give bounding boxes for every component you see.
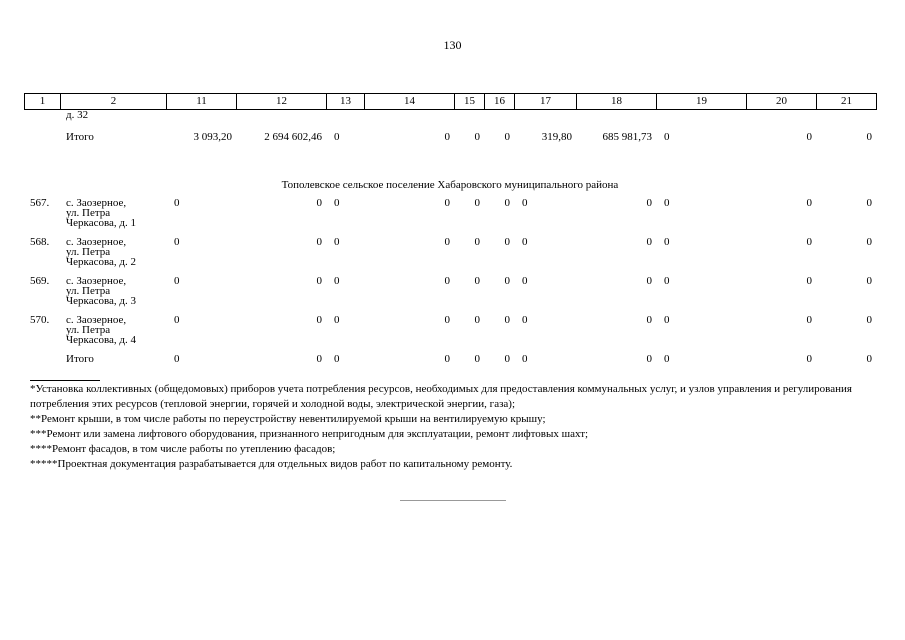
cell: 0 bbox=[504, 197, 510, 209]
column-header: 2 bbox=[61, 94, 167, 110]
column-header: 16 bbox=[485, 94, 515, 110]
page-number: 130 bbox=[443, 38, 462, 52]
cell: 0 bbox=[646, 275, 652, 287]
address-cell: с. Заозерное, ул. Петра Черкасова, д. 4 bbox=[66, 314, 137, 346]
row-number: 570. bbox=[30, 314, 50, 326]
cell: 0 bbox=[444, 314, 450, 326]
cell: 0 bbox=[334, 314, 340, 326]
cell: 0 bbox=[866, 275, 872, 287]
cell: 0 bbox=[504, 314, 510, 326]
cell: 0 bbox=[664, 275, 670, 287]
table-row bbox=[24, 315, 876, 354]
cell: 0 bbox=[174, 314, 180, 326]
column-header: 11 bbox=[167, 94, 237, 110]
cell: 0 bbox=[646, 314, 652, 326]
cell: 2 694 602,46 bbox=[264, 131, 322, 143]
total-label: Итого bbox=[66, 353, 94, 365]
column-header: 14 bbox=[365, 94, 455, 110]
column-header-table bbox=[24, 93, 877, 110]
cell: 0 bbox=[522, 197, 528, 209]
cell: 0 bbox=[664, 314, 670, 326]
row-number: 569. bbox=[30, 275, 50, 287]
table-row bbox=[24, 237, 876, 276]
footnotes bbox=[30, 382, 880, 472]
cell: 0 bbox=[504, 353, 510, 365]
cell: 0 bbox=[646, 353, 652, 365]
cell: 0 bbox=[866, 131, 872, 143]
cell: 0 bbox=[316, 236, 322, 248]
cell: 0 bbox=[522, 353, 528, 365]
cell: 0 bbox=[806, 197, 812, 209]
footnote: **Ремонт крыши, в том числе работы по переустройству невентилируемой крыши на вентилируемую крышу; bbox=[30, 413, 546, 425]
cell: 0 bbox=[522, 236, 528, 248]
cell: 0 bbox=[334, 236, 340, 248]
cell: 685 981,73 bbox=[602, 131, 652, 143]
cell: 0 bbox=[504, 131, 510, 143]
cell: 0 bbox=[522, 314, 528, 326]
column-header: 18 bbox=[577, 94, 657, 110]
table-row bbox=[24, 198, 876, 237]
end-divider bbox=[400, 500, 506, 501]
table-row bbox=[24, 276, 876, 315]
cell: 0 bbox=[316, 275, 322, 287]
footnote: *****Проектная документация разрабатывается для отдельных видов работ по капитальному ремонту. bbox=[30, 458, 513, 470]
cell: 3 093,20 bbox=[193, 131, 232, 143]
column-header: 1 bbox=[25, 94, 61, 110]
column-header: 15 bbox=[455, 94, 485, 110]
cell: 0 bbox=[174, 353, 180, 365]
cell: 0 bbox=[806, 353, 812, 365]
footnote-divider bbox=[30, 380, 100, 381]
cell: 0 bbox=[174, 197, 180, 209]
cell: 0 bbox=[522, 275, 528, 287]
cell: 0 bbox=[664, 236, 670, 248]
column-header: 19 bbox=[657, 94, 747, 110]
cell: 0 bbox=[474, 131, 480, 143]
cell: 0 bbox=[474, 197, 480, 209]
cell: 0 bbox=[474, 353, 480, 365]
cell: 0 bbox=[174, 236, 180, 248]
cell: 0 bbox=[664, 353, 670, 365]
address-fragment: д. 32 bbox=[66, 109, 89, 121]
cell: 0 bbox=[316, 314, 322, 326]
cell: 0 bbox=[474, 236, 480, 248]
address-cell: с. Заозерное, ул. Петра Черкасова, д. 2 bbox=[66, 236, 137, 268]
cell: 0 bbox=[444, 353, 450, 365]
column-header-row bbox=[25, 94, 877, 110]
cell: 0 bbox=[474, 275, 480, 287]
cell: 0 bbox=[316, 353, 322, 365]
cell: 319,80 bbox=[541, 131, 572, 143]
cell: 0 bbox=[334, 131, 340, 143]
total-row bbox=[24, 354, 876, 374]
column-header: 12 bbox=[237, 94, 327, 110]
footnote: ****Ремонт фасадов, в том числе работы по утеплению фасадов; bbox=[30, 443, 336, 455]
cell: 0 bbox=[806, 131, 812, 143]
cell: 0 bbox=[334, 197, 340, 209]
cell: 0 bbox=[806, 236, 812, 248]
cell: 0 bbox=[646, 197, 652, 209]
cell: 0 bbox=[866, 353, 872, 365]
cell: 0 bbox=[664, 131, 670, 143]
cell: 0 bbox=[444, 197, 450, 209]
footnote: ***Ремонт или замена лифтового оборудования, признанного непригодным для эксплуатации, ремонт лифтовых шахт; bbox=[30, 428, 589, 440]
cell: 0 bbox=[444, 236, 450, 248]
total-row bbox=[24, 122, 876, 180]
total-label: Итого bbox=[66, 131, 94, 143]
column-header: 21 bbox=[817, 94, 877, 110]
column-header: 20 bbox=[747, 94, 817, 110]
cell: 0 bbox=[866, 314, 872, 326]
cell: 0 bbox=[646, 236, 652, 248]
cell: 0 bbox=[334, 353, 340, 365]
column-header: 17 bbox=[515, 94, 577, 110]
section-title: Тополевское сельское поселение Хабаровского муниципального района bbox=[281, 179, 619, 191]
address-fragment-row bbox=[24, 110, 876, 122]
cell: 0 bbox=[866, 236, 872, 248]
cell: 0 bbox=[664, 197, 670, 209]
cell: 0 bbox=[174, 275, 180, 287]
cell: 0 bbox=[866, 197, 872, 209]
cell: 0 bbox=[806, 314, 812, 326]
cell: 0 bbox=[334, 275, 340, 287]
cell: 0 bbox=[504, 275, 510, 287]
row-number: 568. bbox=[30, 236, 50, 248]
address-cell: с. Заозерное, ул. Петра Черкасова, д. 1 bbox=[66, 197, 137, 229]
cell: 0 bbox=[504, 236, 510, 248]
cell: 0 bbox=[444, 275, 450, 287]
cell: 0 bbox=[474, 314, 480, 326]
data-table bbox=[24, 110, 876, 374]
footnote: *Установка коллективных (общедомовых) приборов учета потребления ресурсов, необходимых для предоставления коммунальных услуг, и узлов управления и регулирования потребления этих ресурсов (тепловой энергии, горячей и холодной воды, электрической энергии, газа); bbox=[30, 383, 852, 410]
cell: 0 bbox=[444, 131, 450, 143]
cell: 0 bbox=[316, 197, 322, 209]
cell: 0 bbox=[806, 275, 812, 287]
address-cell: с. Заозерное, ул. Петра Черкасова, д. 3 bbox=[66, 275, 137, 307]
section-title-row bbox=[24, 180, 876, 198]
column-header: 13 bbox=[327, 94, 365, 110]
row-number: 567. bbox=[30, 197, 50, 209]
